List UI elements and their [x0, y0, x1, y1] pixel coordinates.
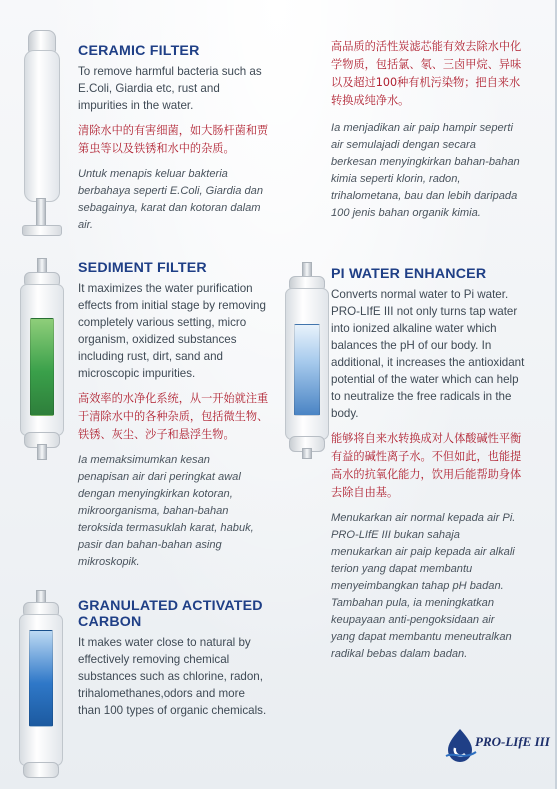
ceramic-section	[78, 43, 278, 234]
carbon-continued-section	[331, 38, 531, 222]
pro-life-logo-icon	[442, 724, 550, 764]
pi-english: Converts normal water to Pi water. PRO-LIfE III not only turns tap water into ionized alkaline water which balances the pH of our body. In additional, it increases the antioxidant potential of the water which can help to neutralize the free radicals in the body.	[331, 288, 525, 420]
gac-title: GRANULATED ACTIVATED CARBON	[78, 598, 263, 630]
carbon-filter-icon	[16, 590, 72, 780]
ceramic-filter-icon	[18, 30, 68, 235]
sediment-english: It maximizes the water purification effects from initial stage by removing completely various setting, micro organism, oxidized substances including rust, dirt, sand and microscopic impurities.	[78, 282, 266, 380]
sediment-chinese: 高效率的水净化系统，从一开始就注重于清除水中的各种杂质，包括微生物、铁锈、灰尘、沙子和悬浮生物。	[78, 392, 269, 441]
pi-malay: Menukarkan air normal kepada air Pi. PRO-LIfE III bukan sahaja menukarkan air paip kepada air alkali terion yang dapat membantu menyeimbangkan tahap pH badan. Tambahan pula, ia meningkatkan keupayaan anti-pengoksidaan air yang dapat membantu meneutralkan radikal bebas dalam badan.	[331, 512, 516, 660]
gac-section	[78, 598, 278, 719]
sediment-section	[78, 260, 278, 571]
carbon-chinese: 高品质的活性炭滤芯能有效去除水中化学物质，包括氯、氡、三卤甲烷、异味以及超过100种有机污染物；把自来水转换成纯净水。	[331, 40, 522, 107]
sediment-title: SEDIMENT FILTER	[78, 260, 207, 276]
ceramic-chinese: 清除水中的有害细菌，如大肠杆菌和贾第虫等以及铁锈和水中的杂质。	[78, 124, 269, 155]
ceramic-english: To remove harmful bacteria such as E.Coli, Giardia etc, rust and impurities in the water.	[78, 65, 262, 112]
carbon-malay: Ia menjadikan air paip hampir seperti air semulajadi dengan secara berkesan menyingkirkan bahan-bahan kimia seperti klorin, radon, trihalometana, bau dan lebih daripada 100 jenis bahan organik kimia.	[331, 122, 520, 219]
pi-enhancer-icon	[282, 262, 334, 457]
pi-title: PI WATER ENHANCER	[331, 266, 487, 282]
sediment-filter-icon	[16, 258, 72, 458]
ceramic-title: CERAMIC FILTER	[78, 43, 200, 59]
pi-chinese: 能够将自来水转换成对人体酸碱性平衡有益的碱性离子水。不但如此，也能提高水的抗氧化能力，饮用后能帮助身体去除自由基。	[331, 432, 522, 499]
ceramic-malay: Untuk menapis keluar bakteria berbahaya seperti E.Coli, Giardia dan sebagainya, karat dan kotoran dalam air.	[78, 168, 264, 231]
pi-section	[331, 266, 531, 663]
gac-english: It makes water close to natural by effectively removing chemical substances such as chlorine, radon, trihalomethanes,odors and more than 100 types of organic chemicals.	[78, 636, 267, 717]
logo-text: PRO-LIfE III	[475, 734, 550, 749]
sediment-malay: Ia memaksimumkan kesan penapisan air dari peringkat awal dengan menyingkirkan kotoran, mikroorganisma, bahan-bahan teroksida termasuklah karat, habuk, pasir dan bahan-bahan asing mikroskopik.	[78, 454, 254, 568]
